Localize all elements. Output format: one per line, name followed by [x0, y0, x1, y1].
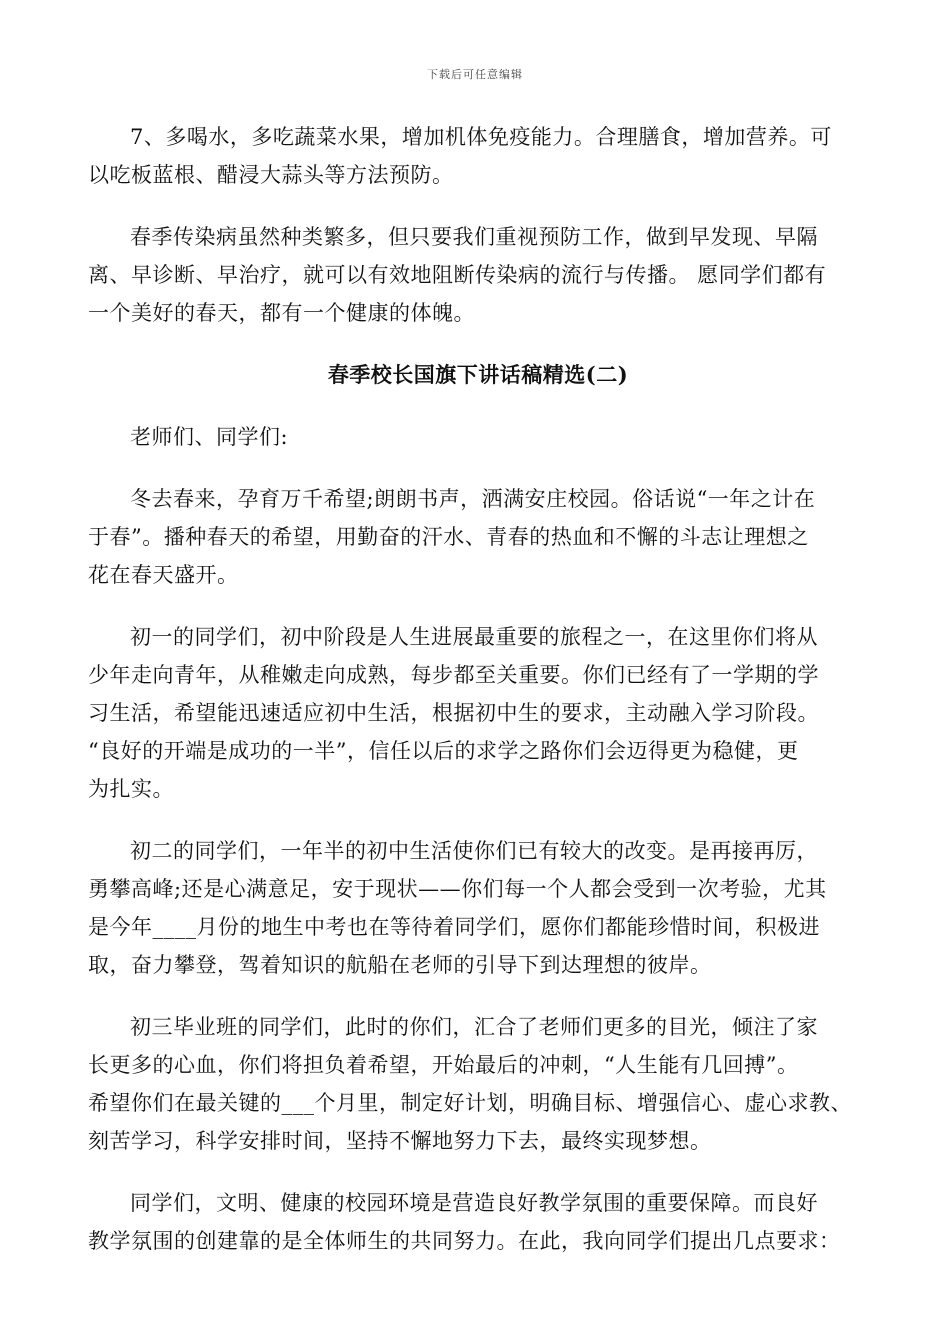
paragraph-prevention-tip-7 [88, 118, 868, 194]
text-line: 一个美好的春天，都有一个健康的体魄。 [88, 301, 475, 325]
document-body [88, 118, 868, 1260]
paragraph-grade-three [88, 1008, 868, 1160]
text-line: 冬去春来，孕育万千希望;朗朗书声，洒满安庄校园。俗话说“一年之计在 [130, 487, 816, 511]
paragraph-grade-one [88, 618, 868, 808]
text-line: 取，奋力攀登，驾着知识的航船在老师的引导下到达理想的彼岸。 [88, 953, 712, 977]
paragraph-grade-two [88, 832, 868, 984]
text-line: 是今年____月份的地生中考也在等待着同学们，愿你们都能珍惜时间，积极进 [88, 915, 820, 939]
text-line: 教学氛围的创建靠的是全体师生的共同努力。在此，我向同学们提出几点要求： [88, 1229, 841, 1253]
text-line: 少年走向青年，从稚嫩走向成熟，每步都至关重要。你们已经有了一学期的学 [88, 663, 819, 687]
text-line: 于春”。播种春天的希望，用勤奋的汗水、青春的热血和不懈的斗志让理想之 [88, 525, 809, 549]
text-line: 长更多的心血，你们将担负着希望，开始最后的冲刺，“人生能有几回搏”。 [88, 1053, 799, 1077]
paragraph-campus-environment [88, 1184, 868, 1260]
text-line: 离、早诊断、早治疗，就可以有效地阻断传染病的流行与传播。 愿同学们都有 [88, 263, 827, 287]
text-line: 7、多喝水，多吃蔬菜水果，增加机体免疫能力。合理膳食，增加营养。可 [130, 125, 832, 149]
text-line: 为扎实。 [88, 777, 174, 801]
paragraph-spring-intro [88, 480, 868, 594]
text-line: 初三毕业班的同学们，此时的你们，汇合了老师们更多的目光，倾注了家 [130, 1015, 818, 1039]
text-line: 初二的同学们，一年半的初中生活使你们已有较大的改变。是再接再厉， [130, 839, 818, 863]
text-line: 春季传染病虽然种类繁多，但只要我们重视预防工作，做到早发现、早隔 [130, 225, 818, 249]
text-line: “良好的开端是成功的一半”，信任以后的求学之路你们会迈得更为稳健，更 [88, 739, 799, 763]
section-title: 春季校长国旗下讲话稿精选(二) [327, 362, 629, 387]
text-line: 刻苦学习，科学安排时间，坚持不懈地努力下去，最终实现梦想。 [88, 1129, 712, 1153]
text-line: 习生活，希望能迅速适应初中生活，根据初中生的要求，主动融入学习阶段。 [88, 701, 819, 725]
page-header-note: 下载后可任意编辑 [427, 68, 523, 81]
text-line: 初一的同学们，初中阶段是人生进展最重要的旅程之一，在这里你们将从 [130, 625, 818, 649]
greeting: 老师们、同学们: [130, 425, 289, 449]
text-line: 以吃板蓝根、醋浸大蒜头等方法预防。 [88, 163, 454, 187]
text-line: 希望你们在最关键的___个月里，制定好计划，明确目标、增强信心、虚心求教、 [88, 1091, 852, 1115]
text-line: 花在春天盛开。 [88, 563, 239, 587]
text-line: 勇攀高峰;还是心满意足，安于现状——你们每一个人都会受到一次考验，尤其 [88, 877, 827, 901]
paragraph-closing-wishes [88, 218, 868, 332]
text-line: 同学们，文明、健康的校园环境是营造良好教学氛围的重要保障。而良好 [130, 1191, 818, 1215]
